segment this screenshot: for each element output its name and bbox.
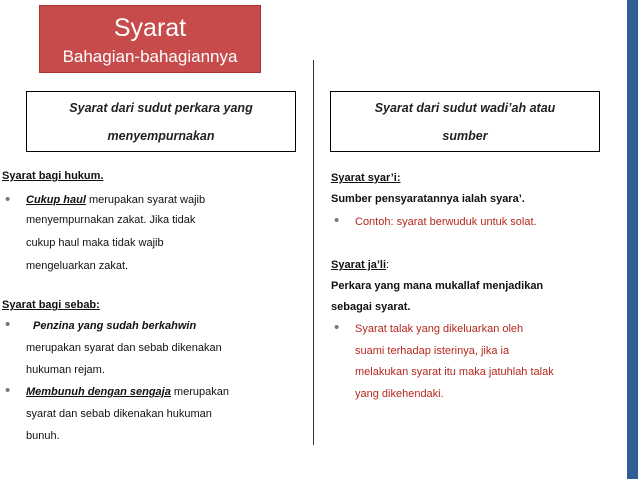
right-heading-box: [330, 91, 600, 152]
left-bullet2-bold: Penzina yang sudah berkahwin: [33, 320, 197, 332]
left-heading-line2: menyempurnakan: [107, 129, 215, 143]
left-heading-hukum: Syarat bagi hukum.: [2, 170, 104, 182]
right-bullet2-line3: melakukan syarat itu maka jatuhlah talak: [355, 366, 554, 378]
right-heading-syari: Syarat syar’i:: [331, 172, 401, 184]
right-heading-jali-text: Syarat ja’li: [331, 259, 387, 271]
right-line1: Sumber pensyaratannya ialah syara’.: [331, 193, 525, 205]
page-title: Syarat: [113, 14, 187, 42]
page-subtitle: Bahagian-bahagiannya: [62, 47, 238, 66]
bullet-icon: •: [5, 316, 11, 333]
right-bullet2-line1: Syarat talak yang dikeluarkan oleh: [355, 323, 524, 335]
left-bullet2-line2: merupakan syarat dan sebab dikenakan: [26, 342, 222, 354]
right-bullet2-line4: yang dikehendaki.: [355, 388, 444, 400]
right-bullet2-line2: suami terhadap isterinya, jika ia: [355, 345, 510, 357]
bullet-icon: •: [5, 382, 11, 399]
left-heading-line1: Syarat dari sudut perkara yang: [69, 101, 253, 115]
right-heading-line2: sumber: [442, 129, 488, 143]
left-bullet3-line3: bunuh.: [26, 430, 60, 442]
column-divider: [313, 60, 314, 445]
left-bullet1-line4: mengeluarkan zakat.: [26, 260, 129, 272]
right-heading-line1: Syarat dari sudut wadi’ah atau: [374, 101, 556, 115]
left-bullet2-line3: hukuman rejam.: [26, 364, 105, 376]
title-box: [39, 5, 261, 73]
right-heading-jali-colon: :: [386, 259, 390, 271]
bullet-icon: •: [334, 212, 340, 229]
left-bullet1-rest: merupakan syarat wajib: [85, 194, 206, 206]
left-bullet1-line1: [26, 194, 205, 207]
bullet-icon: •: [334, 319, 340, 336]
right-bullet1: Contoh: syarat berwuduk untuk solat.: [355, 216, 537, 228]
left-bullet3-rest: merupakan: [170, 386, 229, 398]
right-line2: Perkara yang mana mukallaf menjadikan: [331, 280, 544, 292]
accent-sidebar-bar: [627, 0, 638, 479]
left-bullet1-line2: menyempurnakan zakat. Jika tidak: [26, 214, 196, 226]
left-bullet1-bold: Cukup haul: [26, 194, 86, 206]
right-line3: sebagai syarat.: [331, 301, 411, 313]
left-bullet3-bold: Membunuh dengan sengaja: [26, 386, 171, 398]
left-heading-box: [26, 91, 296, 152]
right-heading-jali: [331, 259, 389, 272]
bullet-icon: •: [5, 191, 11, 208]
left-bullet3-line1: [26, 386, 229, 399]
left-bullet1-line3: cukup haul maka tidak wajib: [26, 237, 164, 249]
left-bullet3-line2: syarat dan sebab dikenakan hukuman: [26, 408, 212, 420]
left-heading-sebab: Syarat bagi sebab:: [2, 299, 100, 311]
